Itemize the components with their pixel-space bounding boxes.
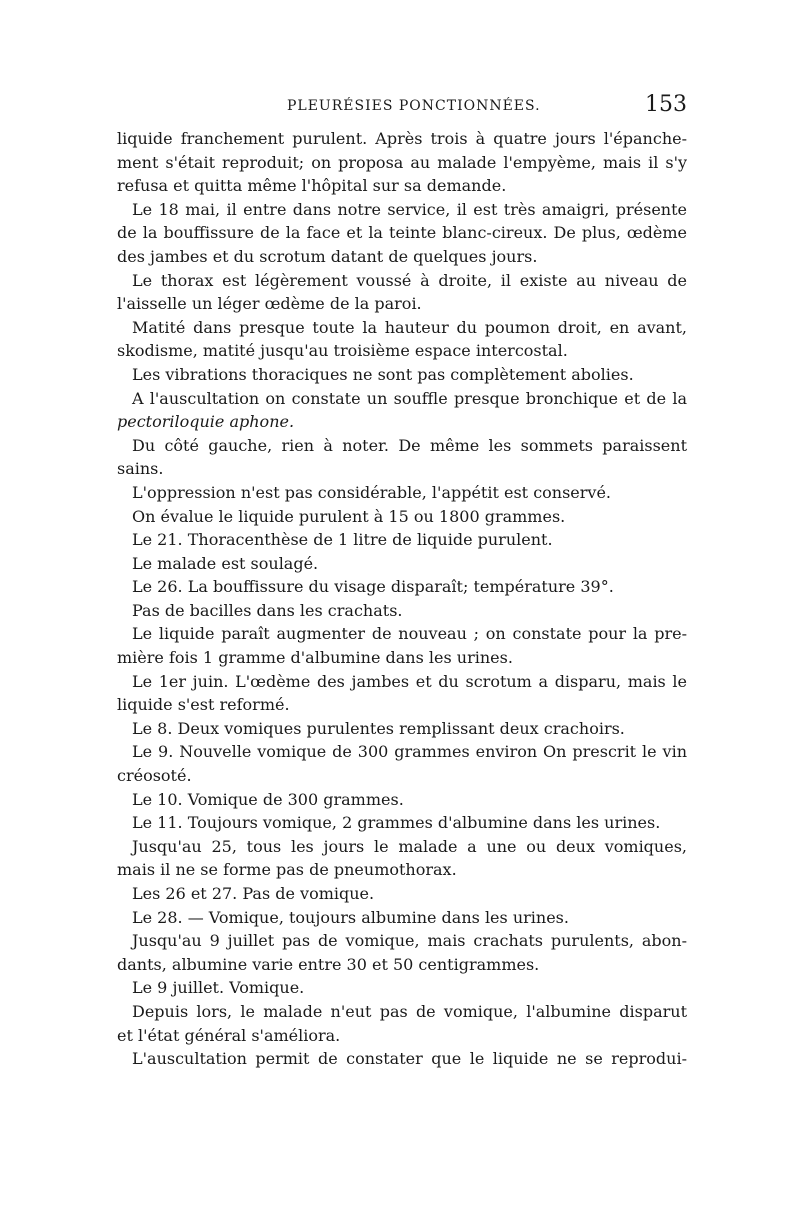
text-line: Depuis lors, le malade n'eut pas de vomique, l'albumine disparut bbox=[132, 1001, 687, 1021]
text-line: Le 18 mai, il entre dans notre service, il est très amaigri, présente bbox=[132, 199, 687, 219]
page-header bbox=[117, 92, 687, 122]
text-line: de la bouffissure de la face et la teinte blanc-cireux. De plus, œdème bbox=[117, 223, 687, 243]
text-line: pectoriloquie aphone. bbox=[117, 412, 295, 432]
text-line: refusa et quitta même l'hôpital sur sa demande. bbox=[117, 176, 507, 196]
text-line: liquide s'est reformé. bbox=[117, 695, 290, 715]
text-line: Du côté gauche, rien à noter. De même les sommets paraissent bbox=[132, 435, 687, 455]
text-line: sains. bbox=[117, 459, 164, 479]
text-line: Le 28. — Vomique, toujours albumine dans les urines. bbox=[132, 907, 569, 927]
text-line: créosoté. bbox=[117, 766, 192, 786]
text-line: ment s'était reproduit; on proposa au malade l'empyème, mais il s'y bbox=[117, 152, 687, 172]
body-text bbox=[117, 127, 687, 1071]
text-line: skodisme, matité jusqu'au troisième espace intercostal. bbox=[117, 341, 568, 361]
running-title: PLEURÉSIES PONCTIONNÉES. bbox=[287, 98, 541, 114]
text-line: des jambes et du scrotum datant de quelques jours. bbox=[117, 246, 538, 266]
text-line: L'auscultation permit de constater que le liquide ne se reprodui- bbox=[132, 1049, 687, 1069]
text-line: Le 26. La bouffissure du visage disparaît; température 39°. bbox=[132, 577, 614, 597]
text-line: Les 26 et 27. Pas de vomique. bbox=[132, 884, 375, 903]
text-line: Jusqu'au 9 juillet pas de vomique, mais crachats purulents, abon- bbox=[132, 931, 687, 951]
text-line: A l'auscultation on constate un souffle presque bronchique et de la bbox=[132, 388, 687, 408]
text-line: Le liquide paraît augmenter de nouveau ; on constate pour la pre- bbox=[132, 624, 687, 644]
text-line: Le 9 juillet. Vomique. bbox=[132, 978, 305, 998]
text-line: Le 9. Nouvelle vomique de 300 grammes environ On prescrit le vin bbox=[132, 742, 687, 762]
text-line: On évalue le liquide purulent à 15 ou 1800 grammes. bbox=[132, 506, 566, 526]
text-line: Le 21. Thoracenthèse de 1 litre de liquide purulent. bbox=[132, 530, 553, 550]
text-line: Le thorax est légèrement voussé à droite, il existe au niveau de bbox=[132, 270, 687, 290]
text-line: l'aisselle un léger œdème de la paroi. bbox=[117, 294, 422, 314]
text-line: Pas de bacilles dans les crachats. bbox=[132, 600, 403, 620]
text-line: dants, albumine varie entre 30 et 50 centigrammes. bbox=[117, 954, 540, 974]
text-line: L'oppression n'est pas considérable, l'appétit est conservé. bbox=[132, 482, 612, 502]
text-line: mière fois 1 gramme d'albumine dans les urines. bbox=[117, 648, 513, 668]
text-line: Le malade est soulagé. bbox=[132, 553, 319, 573]
text-line: Le 8. Deux vomiques purulentes remplissant deux crachoirs. bbox=[132, 718, 625, 738]
text-line: liquide franchement purulent. Après trois à quatre jours l'épanche- bbox=[117, 129, 687, 148]
text-line: mais il ne se forme pas de pneumothorax. bbox=[117, 860, 457, 880]
text-line: Matité dans presque toute la hauteur du poumon droit, en avant, bbox=[132, 317, 687, 337]
text-line: Le 10. Vomique de 300 grammes. bbox=[132, 789, 404, 809]
page-number: 153 bbox=[645, 92, 687, 117]
text-line: Jusqu'au 25, tous les jours le malade a une ou deux vomiques, bbox=[132, 836, 687, 856]
text-line: et l'état général s'améliora. bbox=[117, 1025, 341, 1045]
text-line: Le 11. Toujours vomique, 2 grammes d'albumine dans les urines. bbox=[132, 813, 661, 833]
text-line: Les vibrations thoraciques ne sont pas complètement abolies. bbox=[132, 364, 634, 384]
text-line: Le 1er juin. L'œdème des jambes et du scrotum a disparu, mais le bbox=[132, 671, 687, 691]
